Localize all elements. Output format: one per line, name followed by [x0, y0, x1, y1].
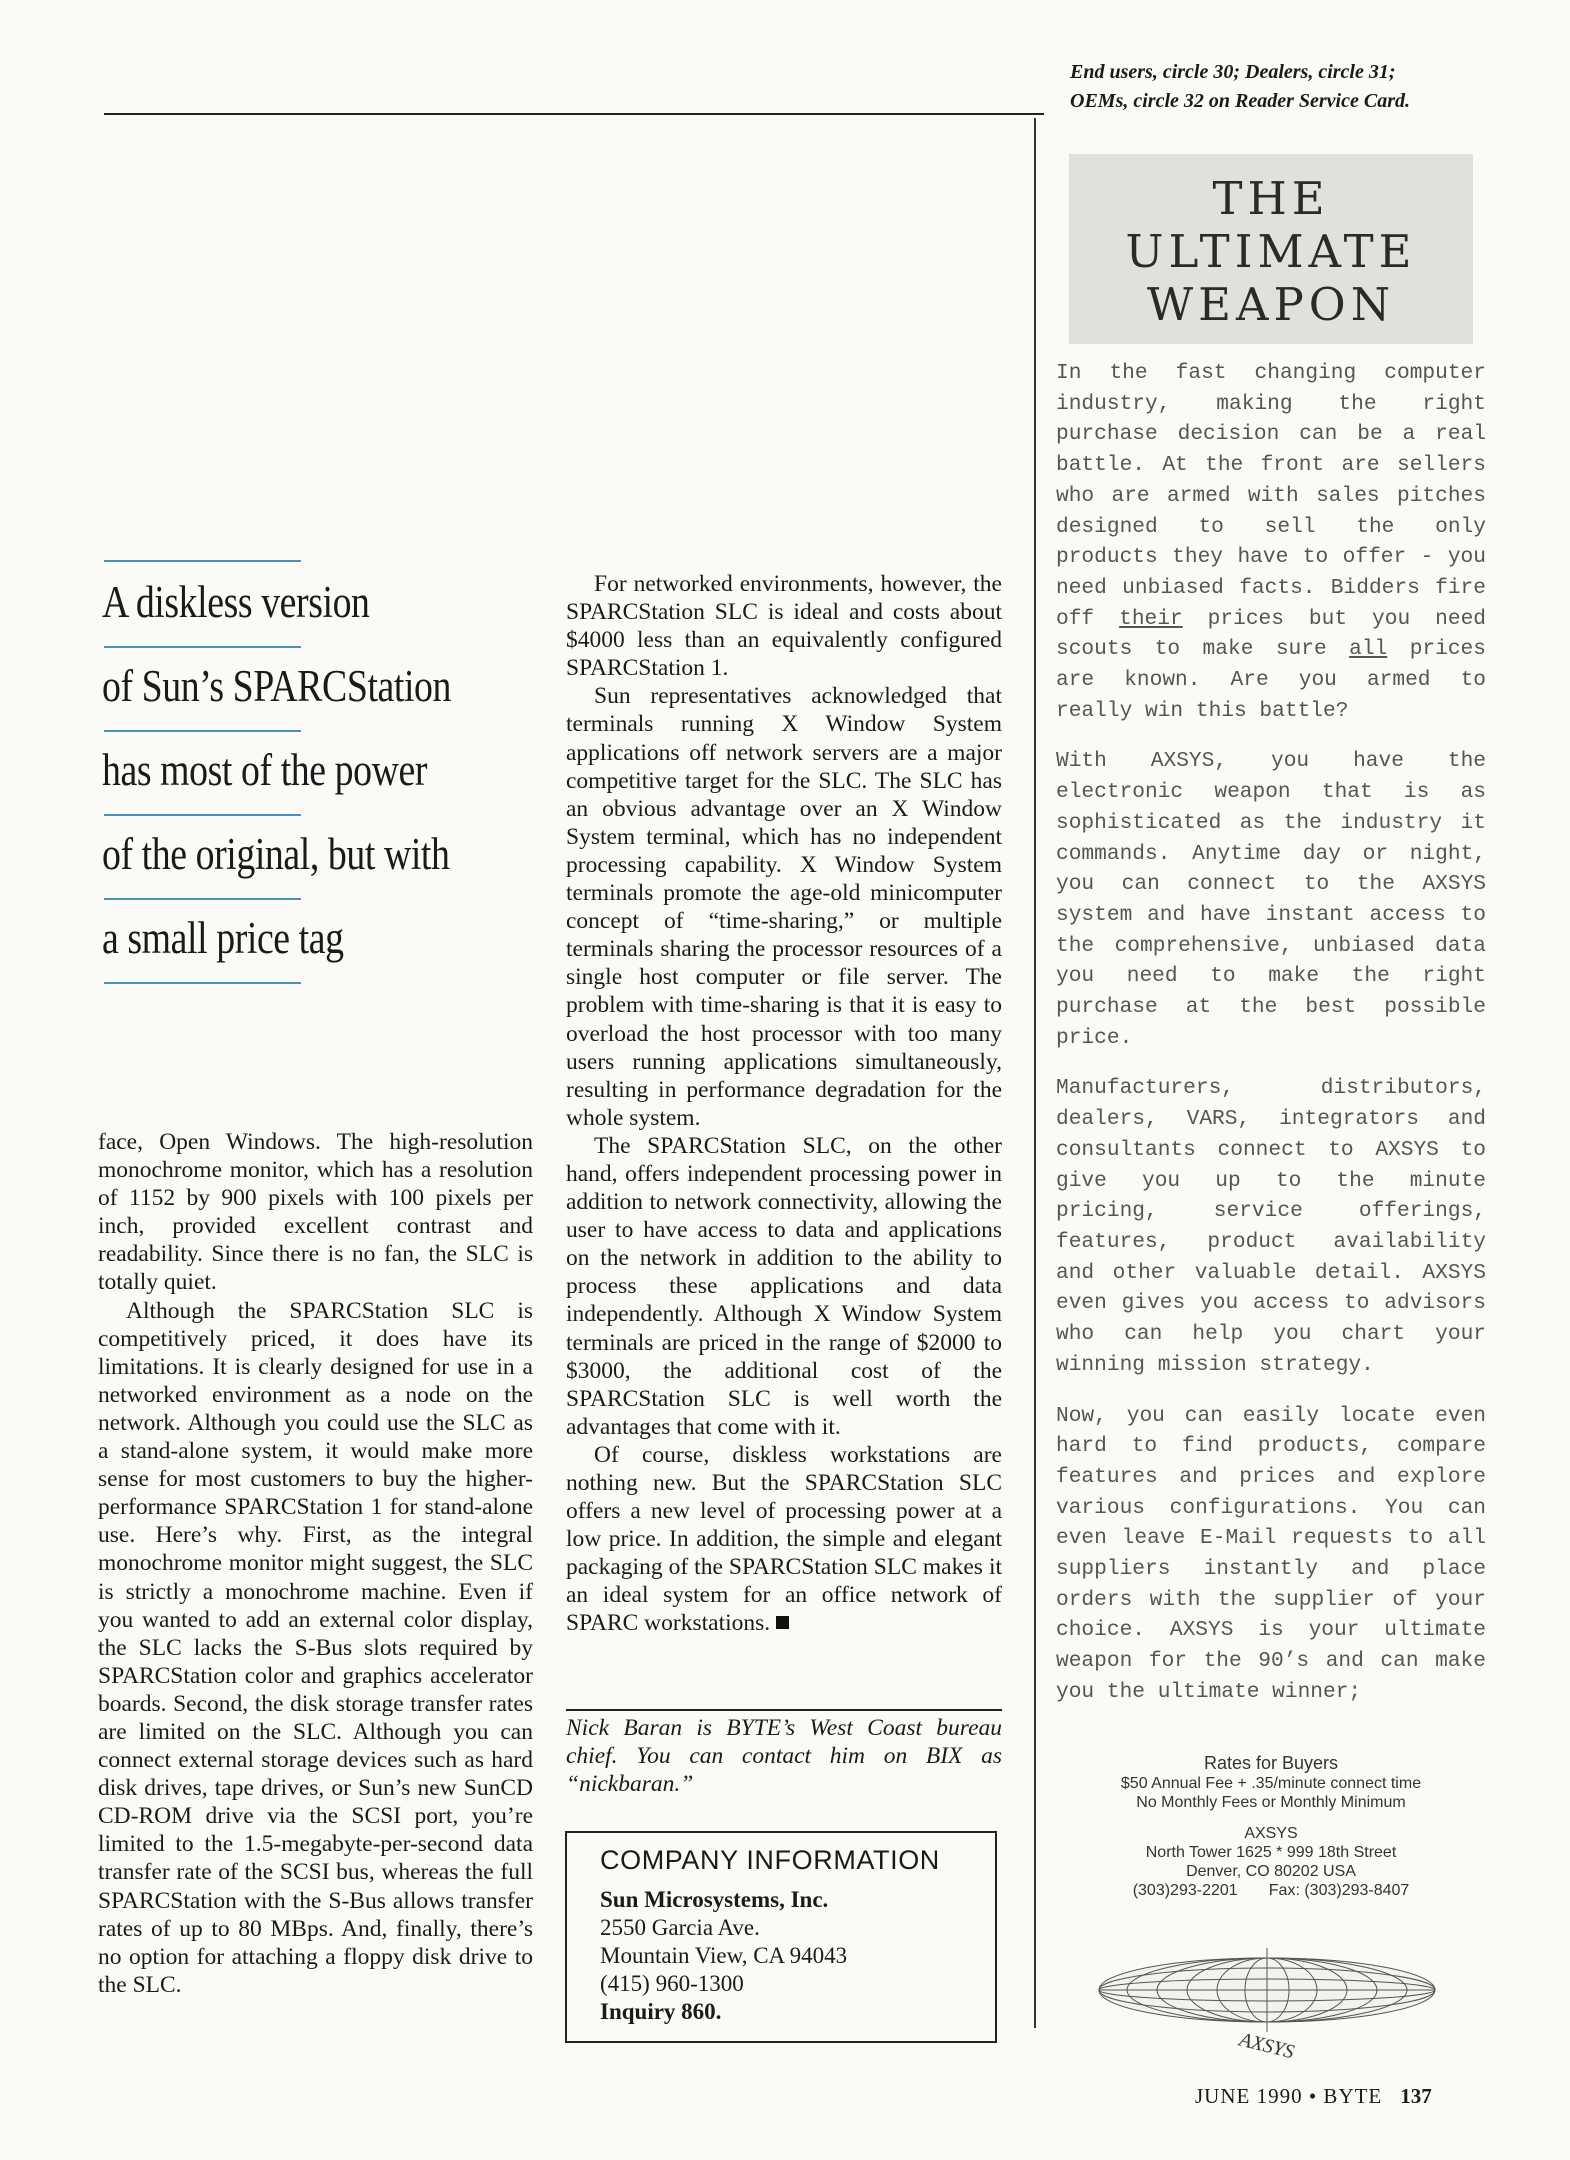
ad-text: prices but you need scouts to make sure	[1056, 606, 1487, 662]
top-rule	[104, 113, 1044, 115]
article-paragraph: For networked environments, however, the SPARCStation SLC is ideal and costs about $4000 less than an equivalently configured SPARCStation 1.	[566, 571, 1002, 682]
pull-quote-rule	[104, 814, 301, 816]
ad-title-line: WEAPON	[1146, 278, 1396, 331]
pull-quote-rule	[104, 646, 301, 648]
column-divider	[1034, 118, 1036, 2028]
article-paragraph: The SPARCStation SLC, on the other hand, offers independent processing power in addition to network connectivity, allowing the user to have access to data and applications on the network in addition to the ability to process these applications and data independently. Although X Window System terminals are priced in the range of $2000 to $3000, the additional cost of the SPARCStation SLC is well worth the advantages that come with it.	[566, 1132, 1002, 1440]
ad-address-line: North Tower 1625 * 999 18th Street	[1145, 1844, 1397, 1861]
pull-quote-line: a small price tag	[102, 913, 344, 963]
ad-underlined-text: all	[1349, 637, 1388, 662]
ad-paragraph: Manufacturers, distributors, dealers, VARS, integrators and consultants connect to AXSYS to give you up to the minute pricing, service offerings, features, product availability and other valuable detail. AXSYS even gives you access to advisors who can help you chart your winning mission strategy.	[1056, 1076, 1486, 1377]
page-number: 137	[1400, 2084, 1432, 2108]
article-paragraph-text: Of course, diskless workstations are nothing new. But the SPARCStation SLC offers a new level of processing power at a low price. In addition, the simple and elegant packaging of the SPARCStation SLC makes it an ideal system for an office network of SPARC workstations.	[566, 1441, 1002, 1637]
reader-service-line1: End users, circle 30; Dealers, circle 31;	[1070, 61, 1396, 83]
ad-phone-fax	[1056, 1881, 1486, 1900]
reader-service-line2: OEMs, circle 32 on Reader Service Card.	[1070, 90, 1410, 112]
bio-rule	[566, 1709, 1002, 1711]
ad-address-line: Denver, CO 80202 USA	[1186, 1863, 1356, 1880]
author-bio: Nick Baran is BYTE’s West Coast bureau chief. You can contact him on BIX as “nickbaran.”	[566, 1715, 1002, 1797]
company-city: Mountain View, CA 94043	[600, 1943, 848, 1968]
article-paragraph: Sun representatives acknowledged that terminals running X Window System applications off network servers are a major competitive target for the SLC. The SLC has an obvious advantage over an X Window System terminal, which has no independent processing capability. X Window System terminals promote the age-old minicomputer concept of “time-sharing,” or multiple terminals sharing the processor resources of a single host computer or file server. The problem with time-sharing is that it is easy to overload the host processor with too many users running applications simultaneously, resulting in performance degradation for the whole system.	[566, 683, 1002, 1131]
ad-paragraph: With AXSYS, you have the electronic weapon that is as sophisticated as the industry it commands. Anytime day or night, you can connect to the AXSYS system and have instant access to the comprehensive, unbiased data you need to make the right purchase at the best possible price.	[1056, 749, 1486, 1050]
company-phone: (415) 960-1300	[600, 1971, 744, 1996]
ad-title-line: THE	[1212, 172, 1330, 225]
pull-quote-line: A diskless version	[102, 577, 370, 627]
pull-quote-rule	[104, 982, 301, 984]
company-information-box	[565, 1831, 997, 2043]
ad-title-line: ULTIMATE	[1125, 225, 1417, 278]
ad-fax: Fax: (303)293-8407	[1268, 1882, 1410, 1899]
ad-title-box	[1069, 154, 1473, 344]
inquiry-number: Inquiry 860.	[600, 1999, 722, 2024]
article-middle-column	[566, 570, 1002, 1638]
ad-paragraph: Now, you can easily locate even hard to find products, compare features and prices and explore various configurations. You can even leave E-Mail requests to all suppliers instantly and place orders with the supplier of your choice. AXSYS is your ultimate weapon for the 90’s and can make you the ultimate winner;	[1056, 1403, 1486, 1704]
ad-phone: (303)293-2201	[1132, 1882, 1238, 1899]
ad-body	[1056, 358, 1486, 1728]
ad-rates-and-address	[1056, 1752, 1486, 1900]
company-street: 2550 Garcia Ave.	[600, 1915, 760, 1940]
pull-quote-line: of Sun’s SPARCStation	[102, 661, 452, 711]
ad-text: In the fast changing computer industry, making the right purchase decision can be a real battle. At the front are sellers who are armed with sales pitches designed to sell the only products they have to offer - you need unbiased facts. Bidders fire off	[1056, 361, 1486, 631]
article-paragraph: face, Open Windows. The high-resolution monochrome monitor, which has a resolution of 1152 by 900 pixels with 100 pixels per inch, provided excellent contrast and readability. Since there is no fan, the SLC is totally quiet.	[98, 1129, 533, 1296]
company-name: Sun Microsystems, Inc.	[600, 1887, 829, 1912]
rates-heading: Rates for Buyers	[1203, 1753, 1339, 1773]
pull-quote-line: of the original, but with	[102, 829, 450, 879]
article-paragraph: Although the SPARCStation SLC is competitively priced, it does have its limitations. It is clearly designed for use in a networked environment as a node on the network. Although you could use the SLC as a stand-alone system, it would make more sense for most customers to buy the higher-performance SPARCStation 1 for stand-alone use. Here’s why. First, as the integral monochrome monitor might suggest, the SLC is strictly a monochrome machine. Even if you wanted to add an external color display, the SLC lacks the S-Bus slots required by SPARCStation color and graphics accelerator boards. Second, the disk storage transfer rates are limited on the SLC. Although you can connect external storage devices such as hard disk drives, tape drives, or Sun’s new SunCD CD-ROM drive via the SCSI port, you’re limited to the 1.5-megabyte-per-second data transfer rate of the SCSI bus, whereas the full SPARCStation with the S-Bus allows transfer rates of up to 80 MBps. And, finally, there’s no option for attaching a floppy disk drive to the SLC.	[98, 1297, 533, 1998]
ad-address	[1056, 1824, 1486, 1900]
reader-service-note	[1070, 58, 1540, 116]
axsys-globe-logo	[1097, 1940, 1437, 2070]
pull-quote-rule	[104, 730, 301, 732]
pull-quote-line: has most of the power	[102, 745, 428, 795]
article-left-column	[98, 1128, 533, 1999]
folio-issue: JUNE 1990 • BYTE	[1195, 2084, 1383, 2108]
article-paragraph-final	[566, 1441, 1002, 1638]
ad-paragraph	[1056, 358, 1486, 726]
rates-line: No Monthly Fees or Monthly Minimum	[1136, 1794, 1406, 1811]
company-information-heading: COMPANY INFORMATION	[600, 1845, 940, 1875]
ad-title	[1069, 154, 1473, 331]
rates-line: $50 Annual Fee + .35/minute connect time	[1120, 1775, 1422, 1792]
pull-quote-rule	[104, 560, 301, 562]
ad-underlined-text: their	[1119, 606, 1183, 631]
ad-company-name: AXSYS	[1244, 1825, 1298, 1842]
axsys-logo-text: AXSYS	[1237, 2028, 1297, 2064]
pull-quote-rule	[104, 898, 301, 900]
page-folio	[1195, 2084, 1432, 2109]
end-of-article-mark	[776, 1616, 789, 1629]
ad-text: prices are known. Are you armed to really win this battle?	[1056, 637, 1486, 723]
